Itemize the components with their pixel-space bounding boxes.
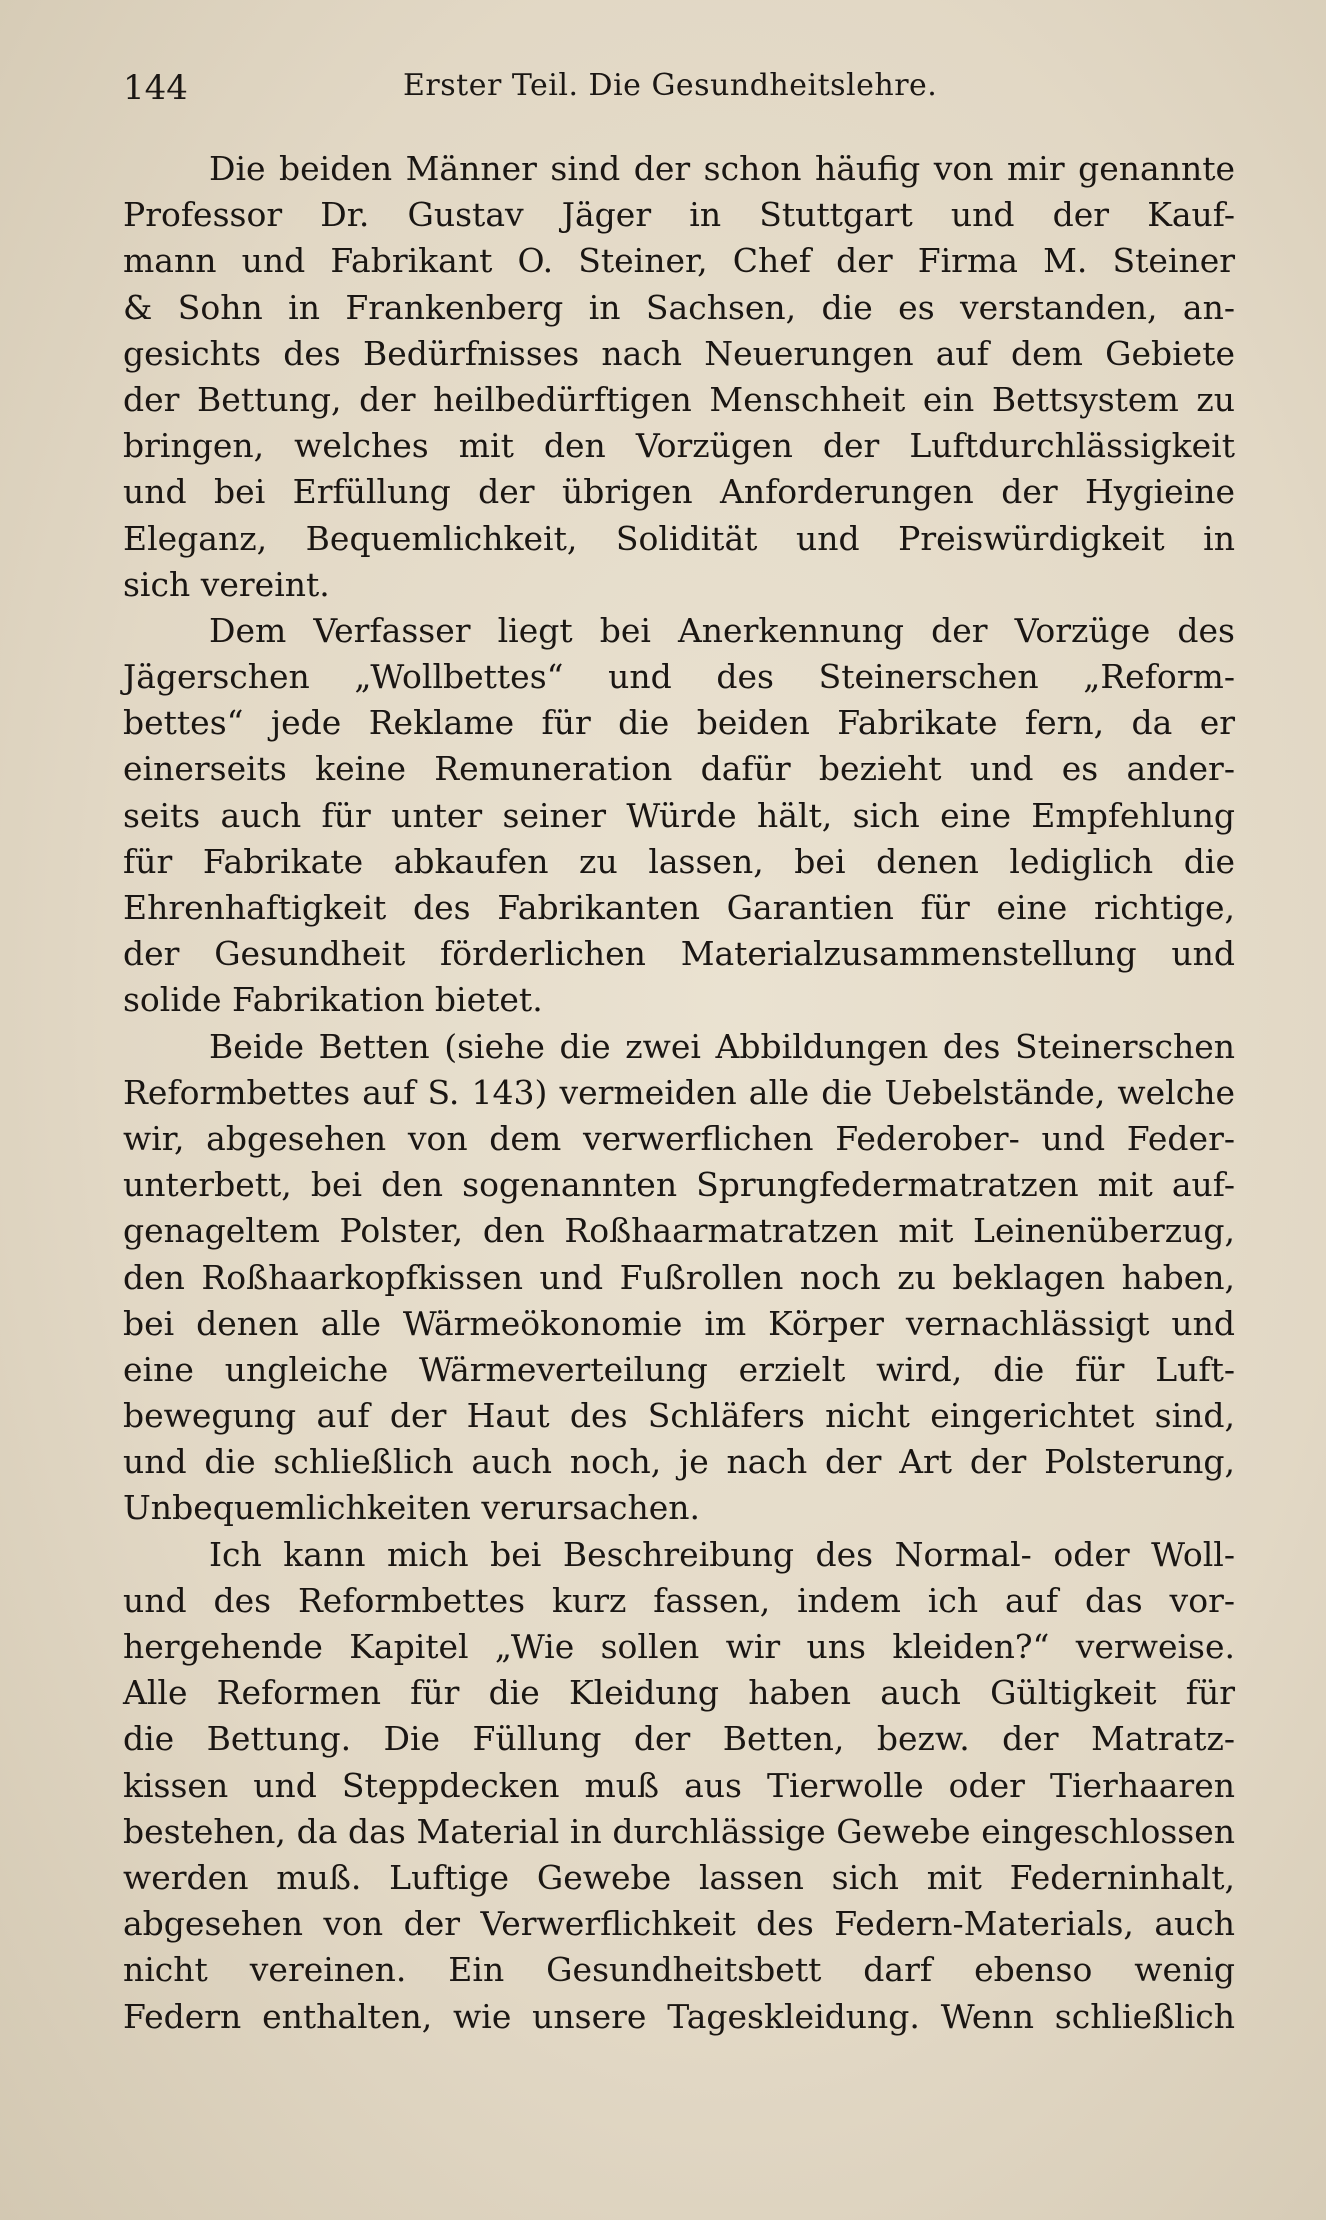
text-line: abgesehen von der Verwerflichkeit des Federn-Materials, auch xyxy=(123,1904,1235,1944)
text-line: Alle Reformen für die Kleidung haben auch Gültigkeit für xyxy=(123,1673,1235,1713)
text-line: wir, abgesehen von dem verwerflichen Federober- und Feder- xyxy=(123,1118,1235,1158)
text-line: unterbett, bei den sogenannten Sprungfedermatratzen mit auf- xyxy=(123,1165,1235,1205)
paragraph xyxy=(123,1024,1235,1532)
text-line: Dem Verfasser liegt bei Anerkennung der Vorzüge des xyxy=(209,610,1235,650)
text-line: werden muß. Luftige Gewebe lassen sich mit Federninhalt, xyxy=(123,1857,1235,1897)
text-line: Unbequemlichkeiten verursachen. xyxy=(123,1488,700,1528)
text-line: Eleganz, Bequemlichkeit, Solidität und Preiswürdigkeit in xyxy=(123,518,1235,558)
text-line: solide Fabrikation bietet. xyxy=(123,980,543,1020)
text-line: Reformbettes auf S. 143) vermeiden alle die Uebelstände, welche xyxy=(123,1072,1235,1112)
paragraph xyxy=(123,608,1235,1024)
text-line: eine ungleiche Wärmeverteilung erzielt wird, die für Luft- xyxy=(123,1349,1235,1389)
text-line: Professor Dr. Gustav Jäger in Stuttgart und der Kauf- xyxy=(123,195,1235,235)
text-line: und bei Erfüllung der übrigen Anforderungen der Hygieine xyxy=(123,472,1235,512)
text-line: die Bettung. Die Füllung der Betten, bezw. der Matratz- xyxy=(123,1719,1235,1759)
page-number: 144 xyxy=(123,68,188,108)
text-line: Federn enthalten, wie unsere Tageskleidung. Wenn schließlich xyxy=(123,1996,1235,2036)
paragraph xyxy=(123,146,1235,608)
text-line: & Sohn in Frankenberg in Sachsen, die es verstanden, an- xyxy=(123,287,1235,327)
text-line: seits auch für unter seiner Würde hält, sich eine Empfehlung xyxy=(123,795,1235,835)
text-line: Ehrenhaftigkeit des Fabrikanten Garantien für eine richtige, xyxy=(123,888,1235,927)
text-line: Ich kann mich bei Beschreibung des Normal- oder Woll- xyxy=(209,1534,1235,1574)
text-line: der Bettung, der heilbedürftigen Menschheit ein Bettsystem zu xyxy=(123,379,1235,419)
text-line: mann und Fabrikant O. Steiner, Chef der Firma M. Steiner xyxy=(123,241,1235,281)
text-line: Jägerschen „Wollbettes“ und des Steinerschen „Reform- xyxy=(123,657,1235,697)
text-line: und die schließlich auch noch, je nach der Art der Polsterung, xyxy=(123,1442,1235,1482)
text-line: hergehende Kapitel „Wie sollen wir uns kleiden?“ verweise. xyxy=(123,1627,1235,1666)
text-line: kissen und Steppdecken muß aus Tierwolle oder Tierhaaren xyxy=(123,1765,1235,1805)
body-text xyxy=(123,146,1235,2040)
text-line: bringen, welches mit den Vorzügen der Luftdurchlässigkeit xyxy=(123,426,1235,466)
text-line: genageltem Polster, den Roßhaarmatratzen mit Leinenüberzug, xyxy=(123,1211,1235,1251)
running-head-title: Erster Teil. Die Gesundheitslehre. xyxy=(403,68,938,103)
text-line: der Gesundheit förderlichen Materialzusammenstellung und xyxy=(123,934,1235,974)
text-line: bestehen, da das Material in durchlässige Gewebe eingeschlossen xyxy=(123,1811,1235,1851)
text-line: gesichts des Bedürfnisses nach Neuerungen auf dem Gebiete xyxy=(123,333,1235,373)
paragraph xyxy=(123,1532,1235,2040)
text-line: Beide Betten (siehe die zwei Abbildungen des Steinerschen xyxy=(209,1026,1235,1066)
text-line: und des Reformbettes kurz fassen, indem ich auf das vor- xyxy=(123,1580,1235,1620)
text-line: nicht vereinen. Ein Gesundheitsbett darf ebenso wenig xyxy=(123,1950,1235,1990)
text-line: sich vereint. xyxy=(123,564,330,604)
running-head xyxy=(123,62,1240,112)
text-line: für Fabrikate abkaufen zu lassen, bei denen lediglich die xyxy=(123,841,1235,881)
text-line: bettes“ jede Reklame für die beiden Fabrikate fern, da er xyxy=(123,703,1235,743)
text-line: Die beiden Männer sind der schon häufig von mir genannte xyxy=(209,149,1235,188)
text-line: bei denen alle Wärmeökonomie im Körper vernachlässigt und xyxy=(123,1303,1235,1343)
text-line: einerseits keine Remuneration dafür bezieht und es ander- xyxy=(123,749,1235,789)
text-line: den Roßhaarkopfkissen und Fußrollen noch zu beklagen haben, xyxy=(123,1257,1235,1297)
text-line: bewegung auf der Haut des Schläfers nicht eingerichtet sind, xyxy=(123,1396,1235,1436)
